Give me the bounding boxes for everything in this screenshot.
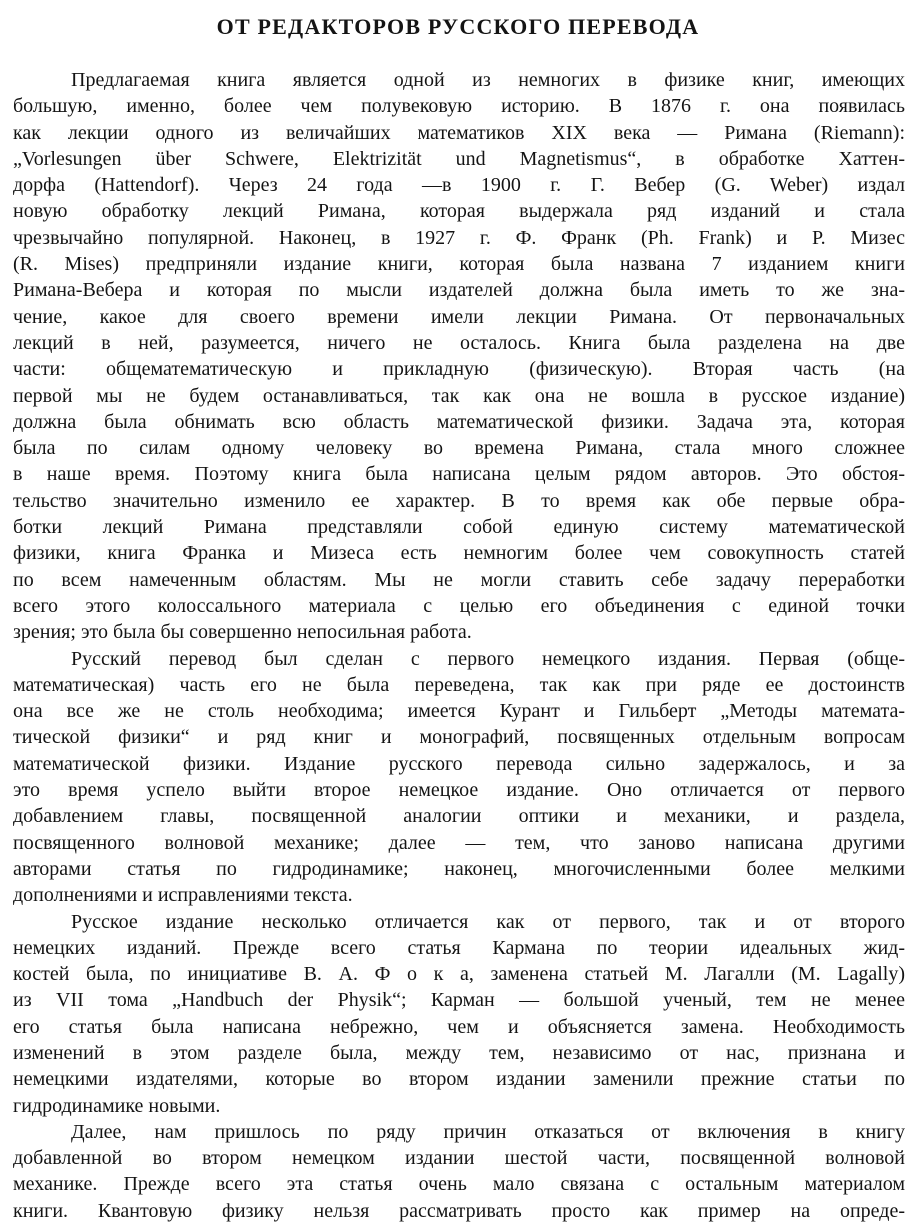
text-line: тической физики“ и ряд книг и монографий, посвященных отдельным вопросам (13, 726, 905, 749)
text-line: из VII тома „Handbuch der Physik“; Карман — большой ученый, тем не менее (13, 989, 905, 1012)
text-line: Предлагаемая книга является одной из немногих в физике книг, имеющих (71, 69, 905, 91)
text-line: зрения; это была бы совершенно непосильная работа. (13, 621, 472, 644)
paragraph (13, 1119, 905, 1224)
text-line: тельство значительно изменило ее характер. В то время как обе первые обра- (13, 489, 905, 512)
text-line: как лекции одного из величайших математиков XIX века — Римана (Riemann): (13, 121, 905, 144)
text-line: Русский перевод был сделан с первого немецкого издания. Первая (обще- (71, 647, 905, 670)
text-line: новую обработку лекций Римана, которая выдержала ряд изданий и стала (13, 200, 905, 223)
text-line: „Vorlesungen über Schwere, Elektrizität und Magnetismus“, в обработке Хаттен- (13, 147, 905, 170)
text-line: Далее, нам пришлось по ряду причин отказаться от включения в книгу (71, 1120, 905, 1143)
text-line: (R. Mises) предприняли издание книги, которая была названа 7 изданием книги (13, 253, 905, 276)
text-line: костей была, по инициативе В. А. Ф о к а, заменена статьей М. Лагалли (M. Lagally) (13, 963, 905, 986)
text-line: Русское издание несколько отличается как от первого, так и от второго (71, 910, 905, 933)
text-line: чрезвычайно популярной. Наконец, в 1927 г. Ф. Франк (Ph. Frank) и Р. Мизес (13, 226, 905, 249)
text-line: его статья была написана небрежно, чем и объясняется замена. Необходимость (13, 1015, 905, 1038)
text-line: всего этого колоссального материала с целью его объединения с единой точки (13, 594, 905, 617)
text-line: посвященного волновой механике; далее — тем, что заново написана другими (13, 831, 905, 854)
text-line: дорфа (Hattendorf). Через 24 года —в 1900 г. Г. Вебер (G. Weber) издал (13, 174, 905, 197)
paragraph (13, 67, 905, 646)
text-line: гидродинамике новыми. (13, 1094, 221, 1117)
text-line: изменений в этом разделе была, между тем, независимо от нас, признана и (13, 1041, 905, 1064)
body-text (13, 67, 905, 1224)
text-line: по всем намеченным областям. Мы не могли ставить себе задачу переработки (13, 568, 905, 591)
text-line: ботки лекций Римана представляли собой единую систему математической (13, 516, 905, 539)
text-line: добавлением главы, посвященной аналогии оптики и механики, и раздела, (13, 805, 905, 828)
text-line: лекций в ней, разумеется, ничего не осталось. Книга была разделена на две (13, 331, 905, 354)
text-line: в наше время. Поэтому книга была написана целым рядом авторов. Это обстоя- (13, 463, 905, 486)
text-line: немецких изданий. Прежде всего статья Кармана по теории идеальных жид- (13, 936, 905, 959)
text-line: механике. Прежде всего эта статья очень мало связана с остальным материалом (13, 1173, 905, 1196)
text-line: она все же не столь необходима; имеется Курант и Гильберт „Методы математа- (13, 700, 905, 723)
text-line: дополнениями и исправлениями текста. (13, 884, 353, 907)
paragraph (13, 646, 905, 909)
text-line: математическая) часть его не была переведена, так как при ряде ее достоинств (13, 673, 905, 696)
text-line: части: общематематическую и прикладную (физическую). Вторая часть (на (13, 358, 905, 381)
text-line: физики, книга Франка и Мизеса есть немногим более чем совокупность статей (13, 542, 905, 565)
text-line: авторами статья по гидродинамике; наконец, многочисленными более мелкими (13, 857, 905, 880)
text-line: Римана-Вебера и которая по мысли издателей должна была иметь то же зна- (13, 279, 905, 302)
text-line: это время успело выйти второе немецкое издание. Оно отличается от первого (13, 779, 905, 802)
page-title: ОТ РЕДАКТОРОВ РУССКОГО ПЕРЕВОДА (216, 14, 700, 39)
text-line: немецкими издателями, которые во втором издании заменили прежние статьи по (13, 1068, 905, 1091)
text-line: добавленной во втором немецком издании шестой части, посвященной волновой (13, 1147, 905, 1170)
text-line: первой мы не будем останавливаться, так как она не вошла в русское издание) (13, 384, 905, 407)
paragraph (13, 909, 905, 1119)
text-line: должна была обнимать всю область математической физики. Задача эта, которая (13, 410, 905, 433)
text-line: книги. Квантовую физику нельзя рассматривать просто как пример на опреде- (13, 1199, 905, 1222)
text-line: математической физики. Издание русского перевода сильно задержалось, и за (13, 752, 905, 775)
text-line: была по силам одному человеку во времена Римана, стала много сложнее (13, 437, 905, 460)
text-line: чение, какое для своего времени имели лекции Римана. От первоначальных (13, 305, 905, 328)
text-line: большую, именно, более чем полувековую историю. В 1876 г. она появилась (13, 95, 905, 118)
